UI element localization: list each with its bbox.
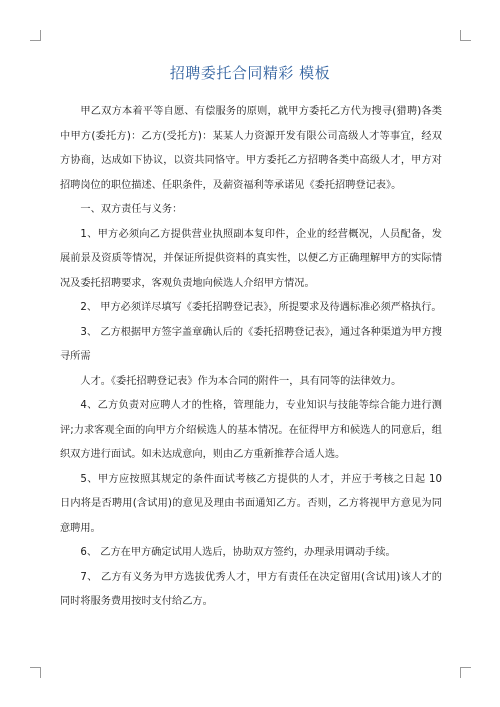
crop-mark-bottom-right <box>460 667 471 678</box>
document-title: 招聘委托合同精彩 模板 <box>169 64 331 82</box>
clause-4: 4、乙方负责对应聘人才的性格，管理能力，专业知识与技能等综合能力进行测评;力求客观全面的向甲方介绍候选人的基本情况。在征得甲方和候选人的同意后，组织双方进行面试。如未达成意向，则由乙方重新推荐合适人选。 <box>60 400 442 460</box>
section-heading-responsibilities: 一、双方责任与义务： <box>80 204 183 215</box>
clause-1: 1、甲方必须向乙方提供营业执照副本复印件，企业的经营概况，人员配备，发展前景及资质等情况，并保证所提供资料的真实性，以便乙方正确理解甲方的实际情况及委托招聘要求，客观负责地向候选人介绍甲方情况。 <box>60 228 442 289</box>
crop-mark-bottom-left <box>30 667 41 678</box>
clause-2: 2、 甲方必须详尽填写《委托招聘登记表》，所提要求及待遇标准必须严格执行。 <box>80 302 442 313</box>
paragraph-intro: 甲乙双方本着平等自愿、有偿服务的原则，就甲方委托乙方代为搜寻(猎聘)各类中甲方(委托方)：乙方(受托方)：某某人力资源开发有限公司高级人才等事宜，经双方协商，达成如下协议，以资共同恪守。甲方委托乙方招聘各类中高级人才，甲方对招聘岗位的职位描述、任职条件，及薪资福利等承诺见《委托招聘登记表》。 <box>60 106 442 191</box>
clause-3: 3、 乙方根据甲方签字盖章确认后的《委托招聘登记表》，通过各种渠道为甲方搜寻所需 <box>60 326 442 362</box>
crop-mark-top-right <box>460 30 471 41</box>
document-body <box>60 100 442 615</box>
crop-mark-top-left <box>30 30 41 41</box>
clause-6: 6、 乙方在甲方确定试用人选后，协助双方签约，办理录用调动手续。 <box>80 547 396 558</box>
clause-3-continued: 人才。《委托招聘登记表》作为本合同的附件一，具有同等的法律效力。 <box>80 375 402 387</box>
clause-5: 5、甲方应按照其规定的条件面试考核乙方提供的人才，并应于考核之日起 10 日内将是否聘用(含试用)的意见及理由书面通知乙方。否则，乙方将视甲方意见为同意聘用。 <box>60 473 442 534</box>
clause-7: 7、 乙方有义务为甲方选拔优秀人才，甲方有责任在决定留用(含试用)该人才的同时将服务费用按时支付给乙方。 <box>60 571 442 607</box>
